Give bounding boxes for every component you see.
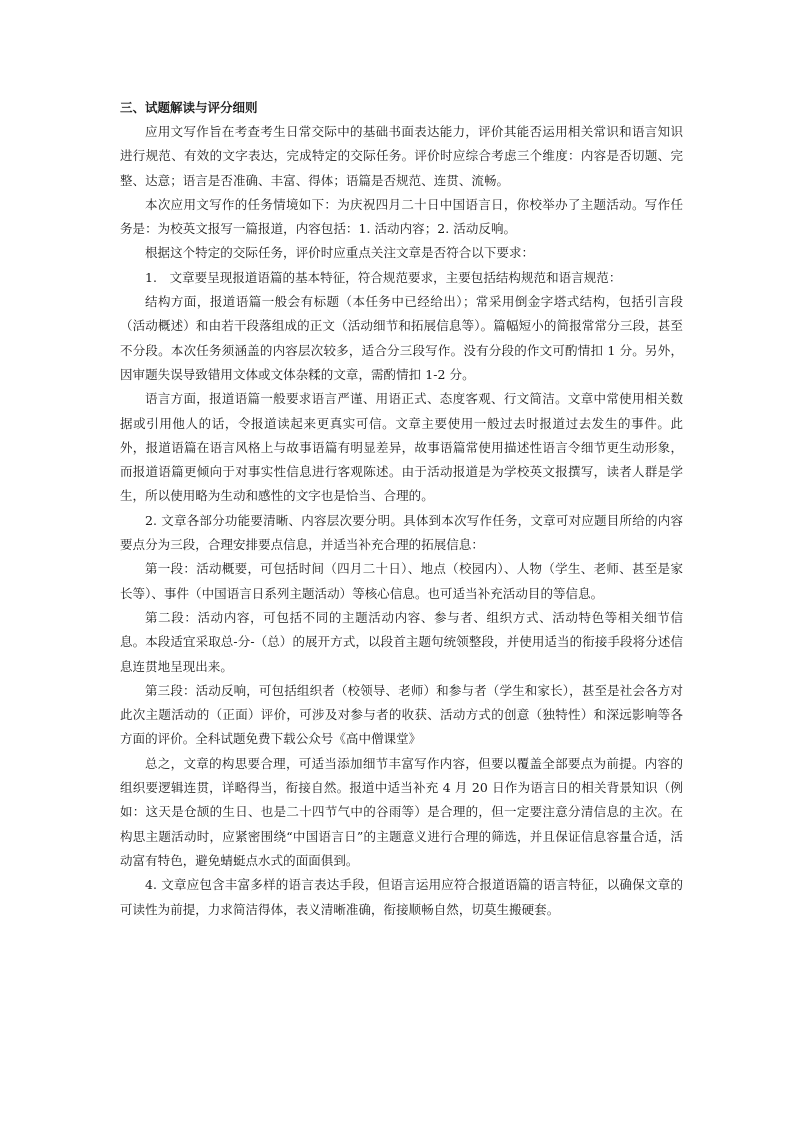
paragraph-item-1: 1. 文章要呈现报道语篇的基本特征，符合规范要求，主要包括结构规范和语言规范：	[145, 269, 622, 285]
paragraph-third-section: 第三段：活动反响，可包括组织者（校领导、老师）和参与者（学生和家长），甚至是社会各方对此次主题活动的（正面）评价，可涉及对参与者的收获、活动方式的创意（独特性）和深远影响等各方面的评价。全科试题免费下载公众号《高中僧课堂》	[120, 682, 683, 747]
section-title: 三、试题解读与评分细则	[120, 100, 258, 115]
paragraph-item-4: 4. 文章应包含丰富多样的语言表达手段，但语言运用应符合报道语篇的语言特征，以确保文章的可读性为前提，力求简洁得体，表义清晰准确，衔接顺畅自然，切莫生搬硬套。	[120, 877, 683, 917]
document-page	[120, 96, 683, 922]
paragraph-first-section: 第一段：活动概要，可包括时间（四月二十日）、地点（校园内）、人物（学生、老师、甚至是家长等）、事件（中国语言日系列主题活动）等核心信息。也可适当补充活动目的等信息。	[120, 561, 683, 601]
paragraph-structure: 结构方面，报道语篇一般会有标题（本任务中已经给出）；常采用倒金字塔式结构，包括引言段（活动概述）和由若干段落组成的正文（活动细节和拓展信息等）。篇幅短小的简报常常分三段，甚至不分段。本次任务须涵盖的内容层次较多，适合分三段写作。没有分段的作文可酌情扣 1 分。另外，因审题失误导致错用文体或文体杂糅的文章，需酌情扣 1-2 分。	[120, 294, 683, 382]
paragraph-second-section: 第二段：活动内容，可包括不同的主题活动内容、参与者、组织方式、活动特色等相关细节信息。本段适宜采取总-分-（总）的展开方式，以段首主题句统领整段，并使用适当的衔接手段将分述信息连贯地呈现出来。	[120, 609, 683, 674]
paragraph-intro: 应用文写作旨在考查考生日常交际中的基础书面表达能力，评价其能否运用相关常识和语言知识进行规范、有效的文字表达，完成特定的交际任务。评价时应综合考虑三个维度：内容是否切题、完整、达意；语言是否准确、丰富、得体；语篇是否规范、连贯、流畅。	[120, 124, 683, 188]
paragraph-item-2: 2. 文章各部分功能要清晰、内容层次要分明。具体到本次写作任务，文章可对应题目所给的内容要点分为三段，合理安排要点信息，并适当补充合理的拓展信息：	[120, 512, 683, 553]
paragraph-task: 本次应用文写作的任务情境如下：为庆祝四月二十日中国语言日，你校举办了主题活动。写作任务是：为校英文报写一篇报道，内容包括：1. 活动内容；2. 活动反响。	[120, 196, 683, 237]
paragraph-requirements: 根据这个特定的交际任务，评价时应重点关注文章是否符合以下要求：	[145, 245, 535, 261]
paragraph-language: 语言方面，报道语篇一般要求语言严谨、用语正式、态度客观、行文简洁。文章中常使用相关数据或引用他人的话，令报道读起来更真实可信。文章主要使用一般过去时报道过去发生的事件。此外，报道语篇在语言风格上与故事语篇有明显差异，故事语篇常使用描述性语言令细节更生动形象，而报道语篇更倾向于对事实性信息进行客观陈述。由于活动报道是为学校英文报撰写，读者人群是学生，所以使用略为生动和感性的文字也是恰当、合理的。	[120, 391, 683, 504]
paragraph-summary: 总之，文章的构思要合理，可适当添加细节丰富写作内容，但要以覆盖全部要点为前提。内容的组织要逻辑连贯，详略得当，衔接自然。报道中适当补充 4 月 20 日作为语言日的相关背景知识（例如：这天是仓颉的生日、也是二十四节气中的谷雨等）是合理的，但一定要注意分清信息的主次。在构思主题活动时，应紧密围绕“中国语言日”的主题意义进行合理的筛选，并且保证信息容量合适，活动富有特色，避免蜻蜓点水式的面面俱到。	[120, 755, 683, 868]
